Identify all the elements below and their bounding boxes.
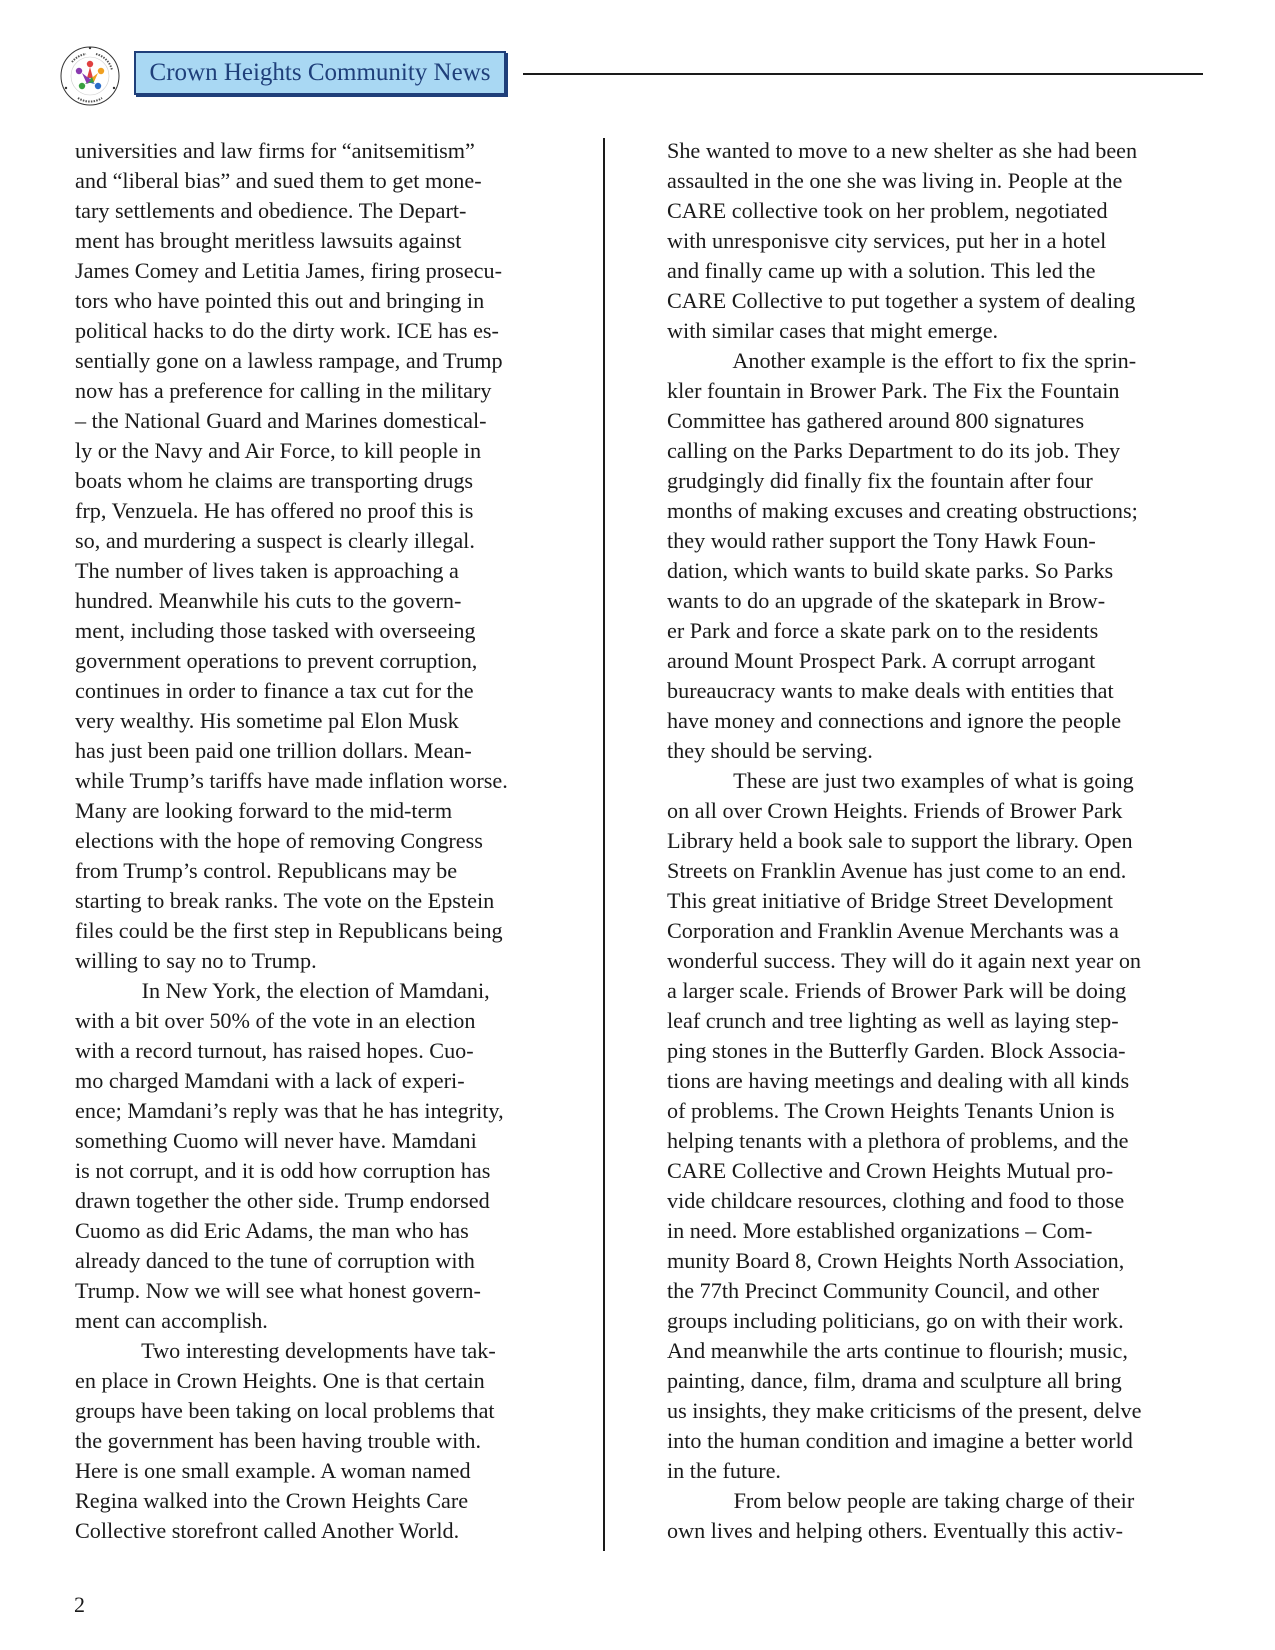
text-line: wonderful success. They will do it again next year on [667, 948, 1142, 973]
text-line: they should be serving. [667, 738, 873, 763]
text-line: the government has been having trouble with. [75, 1428, 482, 1453]
text-line: now has a preference for calling in the military [75, 378, 492, 403]
text-line: groups have been taking on local problems that [75, 1398, 495, 1423]
text-line: vide childcare resources, clothing and food to those [667, 1188, 1125, 1213]
text-line: with a record turnout, has raised hopes. Cuo- [75, 1038, 474, 1063]
text-line: while Trump’s tariffs have made inflation worse. [75, 768, 508, 793]
text-line: – the National Guard and Marines domestical- [75, 408, 487, 433]
text-line: CARE Collective to put together a system of dealing [667, 288, 1136, 313]
text-line: boats whom he claims are transporting drugs [75, 468, 474, 493]
text-line: mo charged Mamdani with a lack of experi- [75, 1068, 465, 1093]
text-line: tors who have pointed this out and bringing in [75, 288, 485, 313]
text-line: Trump. Now we will see what honest govern- [75, 1278, 481, 1303]
text-line: own lives and helping others. Eventually this activ- [667, 1518, 1123, 1543]
text-line: has just been paid one trillion dollars. Mean- [75, 738, 472, 763]
text-line: Regina walked into the Crown Heights Care [75, 1488, 469, 1513]
community-logo-icon [58, 44, 122, 108]
text-line: Many are looking forward to the mid-term [75, 798, 453, 823]
text-line: ping stones in the Butterfly Garden. Block Associa- [667, 1038, 1126, 1063]
text-line: grudgingly did finally fix the fountain after four [667, 468, 1093, 493]
text-line: ly or the Navy and Air Force, to kill people in [75, 438, 482, 463]
text-line: and “liberal bias” and sued them to get mone- [75, 168, 482, 193]
text-line: Another example is the effort to fix the sprin- [667, 348, 1137, 373]
text-line: bureaucracy wants to make deals with entities that [667, 678, 1114, 703]
text-line: ment, including those tasked with overseeing [75, 618, 476, 643]
text-line: assaulted in the one she was living in. People at the [667, 168, 1123, 193]
text-line: er Park and force a skate park on to the residents [667, 618, 1099, 643]
text-line: starting to break ranks. The vote on the Epstein [75, 888, 495, 913]
text-line: Here is one small example. A woman named [75, 1458, 471, 1483]
text-line: sentially gone on a lawless rampage, and Trump [75, 348, 503, 373]
text-line: something Cuomo will never have. Mamdani [75, 1128, 477, 1153]
text-line: drawn together the other side. Trump endorsed [75, 1188, 490, 1213]
text-line: months of making excuses and creating obstructions; [667, 498, 1138, 523]
text-line: on all over Crown Heights. Friends of Brower Park [667, 798, 1123, 823]
text-line: dation, which wants to build skate parks. So Parks [667, 558, 1114, 583]
text-line: a larger scale. Friends of Brower Park will be doing [667, 978, 1127, 1003]
text-line: with a bit over 50% of the vote in an election [75, 1008, 476, 1033]
text-line: political hacks to do the dirty work. ICE has es- [75, 318, 499, 343]
text-line: Collective storefront called Another World. [75, 1518, 460, 1543]
text-line: very wealthy. His sometime pal Elon Musk [75, 708, 459, 733]
text-line: She wanted to move to a new shelter as she had been [667, 138, 1138, 163]
text-line: hundred. Meanwhile his cuts to the govern- [75, 588, 462, 613]
text-line: groups including politicians, go on with their work. [667, 1308, 1124, 1333]
text-line: en place in Crown Heights. One is that certain [75, 1368, 485, 1393]
text-line: is not corrupt, and it is odd how corruption has [75, 1158, 491, 1183]
text-line: kler fountain in Brower Park. The Fix the Fountain [667, 378, 1120, 403]
page-number: 2 [74, 1592, 85, 1617]
text-line: tary settlements and obedience. The Depart- [75, 198, 467, 223]
text-line: leaf crunch and tree lighting as well as laying step- [667, 1008, 1119, 1033]
text-line: CARE collective took on her problem, negotiated [667, 198, 1108, 223]
text-line: And meanwhile the arts continue to flourish; music, [667, 1338, 1128, 1363]
article-column-left [75, 136, 565, 1546]
text-line: the 77th Precinct Community Council, and other [667, 1278, 1099, 1303]
text-line: with unresponisve city services, put her in a hotel [667, 228, 1107, 253]
text-line: in the future. [667, 1458, 781, 1483]
column-divider [603, 138, 605, 1551]
text-line: in need. More established organizations – Com- [667, 1218, 1093, 1243]
text-line: willing to say no to Trump. [75, 948, 317, 973]
text-line: and finally came up with a solution. This led the [667, 258, 1096, 283]
text-line: painting, dance, film, drama and sculpture all bring [667, 1368, 1122, 1393]
text-line: elections with the hope of removing Congress [75, 828, 483, 853]
text-line: tions are having meetings and dealing with all kinds [667, 1068, 1130, 1093]
text-line: around Mount Prospect Park. A corrupt arrogant [667, 648, 1096, 673]
text-line: These are just two examples of what is going [667, 768, 1134, 793]
text-line: Cuomo as did Eric Adams, the man who has [75, 1218, 469, 1243]
text-line: into the human condition and imagine a better world [667, 1428, 1133, 1453]
text-line: helping tenants with a plethora of problems, and the [667, 1128, 1129, 1153]
text-line: Two interesting developments have tak- [75, 1338, 496, 1363]
text-line: Streets on Franklin Avenue has just come to an end. [667, 858, 1127, 883]
text-line: From below people are taking charge of their [667, 1488, 1135, 1513]
page-header [58, 44, 1203, 104]
text-line: so, and murdering a suspect is clearly illegal. [75, 528, 475, 553]
text-line: files could be the first step in Republicans being [75, 918, 503, 943]
article-column-right [667, 136, 1207, 1546]
text-line: The number of lives taken is approaching a [75, 558, 459, 583]
masthead-title-box [134, 51, 506, 95]
masthead-title: Crown Heights Community News [149, 59, 491, 86]
text-line: calling on the Parks Department to do its job. They [667, 438, 1121, 463]
text-line: already danced to the tune of corruption with [75, 1248, 475, 1273]
text-line: This great initiative of Bridge Street Development [667, 888, 1114, 913]
text-line: James Comey and Letitia James, firing prosecu- [75, 258, 502, 283]
text-line: ment can accomplish. [75, 1308, 268, 1333]
text-line: universities and law firms for “anitsemitism” [75, 138, 475, 163]
text-line: Committee has gathered around 800 signatures [667, 408, 1085, 433]
text-line: frp, Venzuela. He has offered no proof this is [75, 498, 474, 523]
text-line: munity Board 8, Crown Heights North Association, [667, 1248, 1125, 1273]
text-line: wants to do an upgrade of the skatepark in Brow- [667, 588, 1106, 613]
text-line: ment has brought meritless lawsuits against [75, 228, 462, 253]
text-line: of problems. The Crown Heights Tenants Union is [667, 1098, 1115, 1123]
text-line: government operations to prevent corruption, [75, 648, 478, 673]
text-line: with similar cases that might emerge. [667, 318, 999, 343]
text-line: In New York, the election of Mamdani, [75, 978, 490, 1003]
text-line: they would rather support the Tony Hawk Foun- [667, 528, 1096, 553]
text-line: us insights, they make criticisms of the present, delve [667, 1398, 1142, 1423]
header-rule [523, 73, 1203, 75]
text-line: continues in order to finance a tax cut for the [75, 678, 474, 703]
text-line: from Trump’s control. Republicans may be [75, 858, 458, 883]
text-line: Library held a book sale to support the library. Open [667, 828, 1133, 853]
text-line: CARE Collective and Crown Heights Mutual pro- [667, 1158, 1114, 1183]
text-line: Corporation and Franklin Avenue Merchants was a [667, 918, 1119, 943]
text-line: have money and connections and ignore the people [667, 708, 1122, 733]
text-line: ence; Mamdani’s reply was that he has integrity, [75, 1098, 504, 1123]
